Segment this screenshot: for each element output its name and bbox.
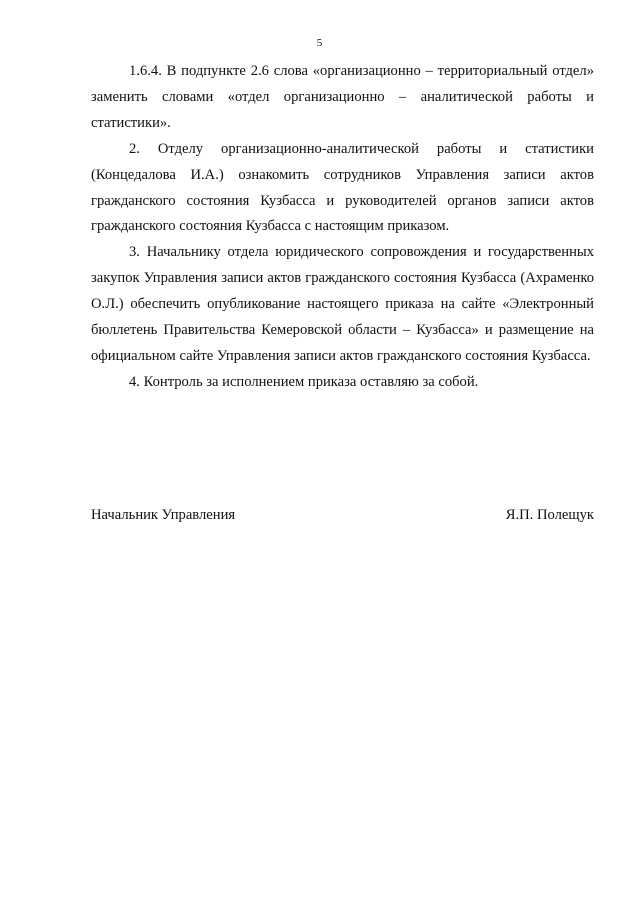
paragraph-2: 2. Отделу организационно-аналитической работы и статистики (Концедалова И.А.) ознакомить сотрудников Управления записи актов гражданского состояния Кузбасса и руководителей органов записи актов гражданского состояния Кузбасса с настоящим приказом. (91, 140, 594, 235)
paragraph-3: 3. Начальнику отдела юридического сопровождения и государственных закупок Управления записи актов гражданского состояния Кузбасса (Ахраменко О.Л.) обеспечить опубликование настоящего приказа на сайте «Электронный бюллетень Правительства Кемеровской области – Кузбасса» и размещение на официальном сайте Управления записи актов гражданского состояния Кузбасса. (91, 244, 594, 364)
document-body (91, 59, 594, 396)
page-number: 5 (316, 37, 323, 49)
paragraph-1-6-4: 1.6.4. В подпункте 2.6 слова «организационно – территориальный отдел» заменить словами «отдел организационно – аналитической работы и статистики». (91, 63, 594, 131)
signature-block (91, 502, 594, 528)
signatory-position: Начальник Управления (91, 507, 236, 523)
paragraph-4: 4. Контроль за исполнением приказа оставляю за собой. (129, 373, 479, 390)
signatory-name: Я.П. Полещук (505, 507, 594, 523)
